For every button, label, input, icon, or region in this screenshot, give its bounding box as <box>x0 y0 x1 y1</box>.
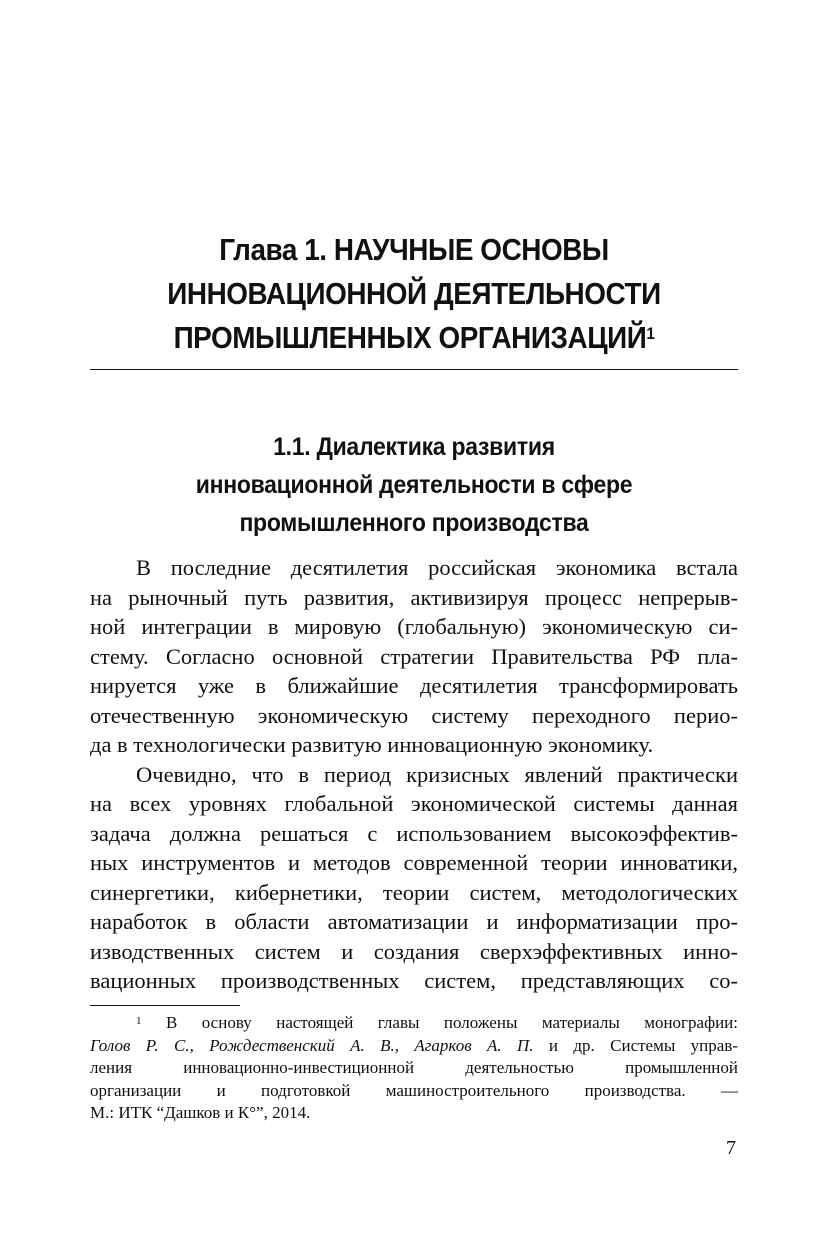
text-line: отечественную экономическую систему переходного перио- <box>90 702 738 728</box>
text-line: наработок в области автоматизации и информатизации про- <box>90 909 738 934</box>
text-line: изводственных систем и создания сверхэффективных инно- <box>90 938 738 964</box>
footnote-line: М.: ИТК “Дашков и К°”, 2014. <box>90 1103 311 1122</box>
paragraph <box>90 553 738 760</box>
footnote-line: ления инновационно-инвестиционной деятельностью промышленной <box>90 1058 738 1077</box>
section-title-line: промышленного производства <box>239 509 589 537</box>
text-line: да в технологически развитую инновационную экономику. <box>90 732 654 757</box>
chapter-title <box>122 228 705 360</box>
section-title-line: 1.1. Диалектика развития <box>273 433 555 461</box>
text-line: на всех уровнях глобальной экономической системы данная <box>90 791 738 816</box>
chapter-title-line: Глава 1. НАУЧНЫЕ ОСНОВЫ <box>219 232 609 267</box>
text-line: задача должна решаться с использованием высокоэффектив- <box>90 820 738 846</box>
chapter-title-line <box>122 316 705 360</box>
text-line: синергетики, кибернетики, теории систем, методологических <box>90 879 738 905</box>
footnote <box>90 1012 738 1125</box>
chapter-title-line: ИННОВАЦИОННОЙ ДЕЯТЕЛЬНОСТИ <box>167 276 661 311</box>
footnote-line <box>90 1035 738 1058</box>
text-line: на рыночный путь развития, активизируя процесс непрерыв- <box>90 584 738 610</box>
text-line: стему. Согласно основной стратегии Правительства РФ пла- <box>90 643 738 669</box>
text-line: нируется уже в ближайшие десятилетия трансформировать <box>90 673 738 698</box>
footnote-marker: 1 <box>136 1015 142 1027</box>
section-title <box>116 428 712 542</box>
page-number: 7 <box>726 1137 736 1159</box>
text-line: ной интеграции в мировую (глобальную) экономическую си- <box>90 614 738 639</box>
text-line: ных инструментов и методов современной теории инноватики, <box>90 850 738 875</box>
footnote-text: В основу настоящей главы положены материалы монографии: <box>165 1013 739 1032</box>
footnote-reference[interactable]: 1 <box>646 324 655 343</box>
chapter-title-line-text: ПРОМЫШЛЕННЫХ ОРГАНИЗАЦИЙ <box>173 320 647 355</box>
text-line: Очевидно, что в период кризисных явлений практически <box>136 761 738 787</box>
body-text <box>90 553 738 996</box>
footnote-separator <box>90 1005 240 1006</box>
text-line: В последние десятилетия российская экономика встала <box>136 555 738 580</box>
footnote-text: и др. Системы управ- <box>533 1035 738 1055</box>
text-line: вационных производственных систем, представляющих со- <box>90 968 738 993</box>
footnote-line <box>90 1012 738 1035</box>
section-title-line: инновационной деятельности в сфере <box>195 471 633 499</box>
footnote-line: организации и подготовкой машиностроительного производства. — <box>90 1080 738 1100</box>
chapter-title-rule <box>90 369 738 370</box>
footnote-authors: Голов Р. С., Рождественский А. В., Агарков А. П. <box>90 1035 534 1055</box>
paragraph <box>90 760 738 996</box>
